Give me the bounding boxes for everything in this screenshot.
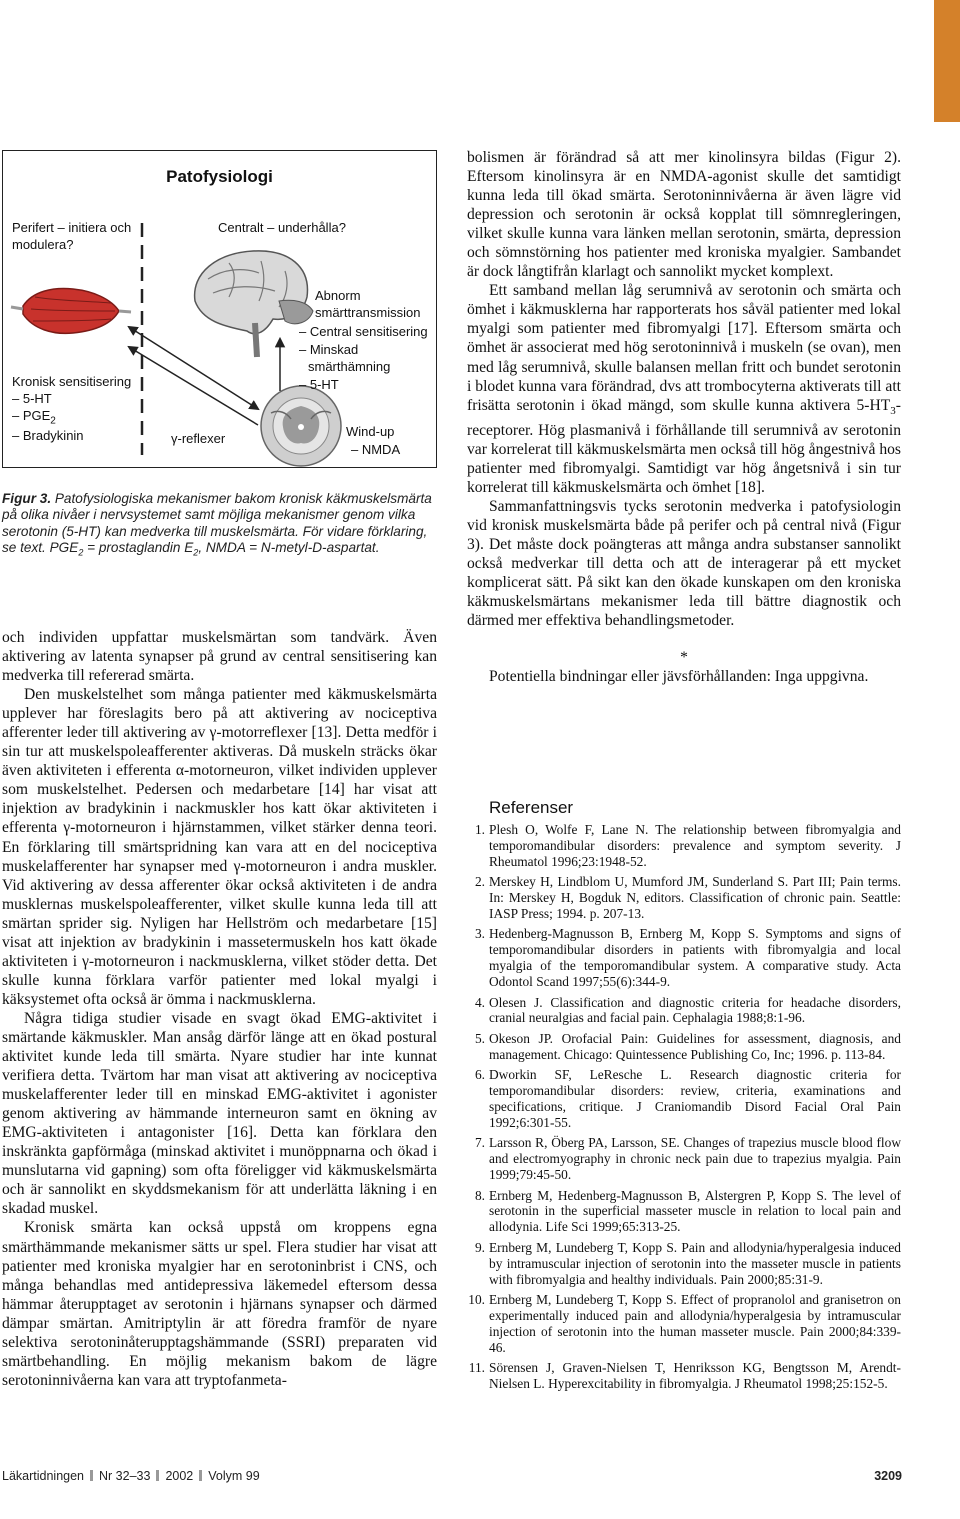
- central-list-item: smärthämning: [308, 359, 391, 374]
- central-list-item: – 5-HT: [299, 377, 339, 392]
- reference-item: [467, 926, 901, 990]
- peripheral-list-item: – $PGE_2$: [12, 408, 56, 427]
- reference-text: Okeson JP. Orofacial Pain: Guidelines for assessment, diagnosis, and management. Chicago: Quintessence Publishing Co, Inc; 1996. p. 113-84.: [489, 1030, 901, 1062]
- reference-text: Merskey H, Lindblom U, Mumford JM, Sunderland S. Part III; Pain terms. In: Merskey H, Bogduk N, editors. Classification of chronic pain. Seattle: IASP Press; 1994. p. 207-13.: [489, 874, 901, 922]
- nmda-label: – NMDA: [351, 442, 401, 457]
- central-list-item: Abnorm: [315, 288, 361, 303]
- periphery-label-2: modulera?: [12, 237, 74, 252]
- paragraph: Sammanfattningsvis tycks serotonin medverka i patofysiologin vid kronisk muskelsmärta både på perifer och på central nivå (Figur 3). Det måste dock poängteras att många andra substanser sannolikt också medverkar till detta och att de interagerar på ett mycket komplicerat sätt. På sikt kan den ökade kunskapen om den kroniska käkmuskelsmärtans mekanismer leda till bättre diagnostik och därmed mer effektiva behandlingsmetoder.: [467, 497, 901, 630]
- reference-text: Hedenberg-Magnusson B, Ernberg M, Kopp S. Symptoms and signs of temporomandibular disorders in patients with fibromyalgia and local myalgia of the temporomandibular system. A comparative study. Acta Odontol Scand 1997;55(6):344-9.: [489, 926, 901, 990]
- afferent-arrow: [129, 327, 258, 409]
- paragraph: Ett samband mellan låg serumnivå av serotonin och smärta och ömhet i käkmusklerna har rapporterats hos såväl patienter med lokal myalgi som patienter med fibromyalgi [17]. Eftersom smärta och ömhet är associerat med hög serotoninnivå i muskeln (se ovan), men med låg serumnivå, skulle balansen mellan fritt och bundet serotonin i blodet kunna vara förändrad, dvs att trombocyterna aktiverats till att frisätta serotonin i ökad mängd, som skulle kunna aktivera $5-HT_3$-receptorer. Hög plasmanivå i förhållande till serumnivå av serotonin var korrelerat till käkmuskelsmärta men också till hög ångestnivå hos patienter med fibromyalgi. Samtidigt var hög ångetsnivå i sin tur korrelerat till käkmuskelsmärta och ömhet [18].: [467, 282, 901, 496]
- conflict-statement: Potentiella bindningar eller jävsförhållanden: Inga uppgivna.: [489, 668, 869, 686]
- reference-text: Sörensen J, Graven-Nielsen T, Henriksson KG, Bengtsson M, Arendt-Nielsen L. Hyperexcitability in fibromyalgia. J Rheumatol 1998;25:152-5.: [489, 1360, 901, 1391]
- reference-text: Ernberg M, Lundeberg T, Kopp S. Effect of propranolol and granisetron on experimentally induced pain and allodynia/hyperalgesia by intramuscular injection of serotonin into the human masseter muscle. Pain 2000;84:339-46.: [489, 1291, 901, 1355]
- section-separator: *: [680, 649, 688, 667]
- reference-list: [467, 822, 901, 1396]
- paragraph: Kronisk smärta kan också uppstå om kroppens egna smärthämmande mekanismer sätts ur spel. Flera studier har visat att patienter med kroniska myalgier har en serotoninbrist i CNS, och många behandlas med antidepressiva läkemedel eftersom dessa hämmar återupptaget av serotonin i hjärnans synapser och därmed dämpar smärtan. Amitriptylin är att föredra framför de nyare selektiva serotoninåterupptagshämmande (SSRI) preparaten vid smärtbehandling. En möjlig mekanism bakom de lägre serotoninnivåerna kan vara att tryptofanmeta-: [2, 1219, 437, 1389]
- reference-item: [467, 874, 901, 922]
- reference-number: 3.: [474, 926, 485, 942]
- reference-number: 5.: [474, 1030, 485, 1046]
- central-list-item: – Minskad: [299, 342, 359, 357]
- reference-number: 6.: [474, 1067, 485, 1083]
- reference-number: 7.: [474, 1135, 485, 1151]
- reference-item: [467, 1240, 901, 1288]
- reference-number: 2.: [474, 874, 485, 890]
- reference-item: [467, 1188, 901, 1236]
- accent-bar: [934, 0, 960, 122]
- periphery-label: Perifert – initiera och: [12, 220, 132, 235]
- central-list-item: smärttransmission: [315, 305, 421, 320]
- reference-text: Dworkin SF, LeResche L. Research diagnostic criteria for temporomandibular disorders: review, criteria, examinations and specifications, critique. J Craniomandib Disord Facial Oral Pain 1992;6:301-55.: [489, 1067, 901, 1130]
- reference-item: [467, 995, 901, 1027]
- paragraph: Den muskelstelhet som många patienter med käkmuskelsmärta upplever har föreslagits bero på att aktivering av nociceptiva afferenter leder till aktivering av γ-motorreflexer [13]. Detta medför i sin tur att muskelspoleafferenter aktiveras. Då muskeln sträcks ökar även aktiviteten i efferenta α-motorneuron, vilket individen upplever som muskelstelhet. Pedersen och medarbetare [14] har visat att injektion av bradykinin i nackmuskler hos katt ökar aktiviteten i efferenta γ-motorneuron i hjärnstammen, vilket stärker denna teori. En förklaring till smärtspridning kan vara att en del nociceptiva muskelafferenter har synapser med γ-motorneuron i andra muskler. Vid aktivering av dessa afferenter ökar också aktiviteten i de andra musklernas muskelspoleafferenter, vilket skulle kunna leda till att smärtan sprider sig. Nyligen har Hellström och medarbetare [15] visat att injektion av bradykinin i massetermuskeln hos katt ökade aktiviteten i γ-motorneuron i nackmusklerna, vilket stöder detta. Det skulle kunna förklara varför patienter med lokal myalgi i käksystemet ofta också är ömma i nackmusklerna.: [2, 686, 437, 1008]
- reference-number: 8.: [474, 1187, 485, 1203]
- brain-icon: [195, 251, 313, 357]
- reference-number: 11.: [468, 1360, 485, 1376]
- reference-text: Plesh O, Wolfe F, Lane N. The relationship between fibromyalgia and temporomandibular disorders: prevalence and symptom severity. J Rheumatol 1996;23:1948-52.: [489, 822, 901, 869]
- left-column: [2, 628, 437, 1390]
- spinal-cord-icon: [261, 386, 341, 466]
- reference-number: 1.: [474, 822, 485, 837]
- reference-number: 10.: [468, 1291, 485, 1307]
- reference-item: [467, 822, 901, 870]
- figure-caption: Figur 3. Patofysiologiska mekanismer bakom kronisk käkmuskelsmärta på olika nivåer i nervsystemet samt möjliga mekanismer genom vilka serotonin (5-HT) kan medverka till muskelsmärta. För vidare förklaring, se text. $PGE_2$ = prostaglandin $E_2$, NMDA = N-metyl-D-aspartat.: [2, 491, 432, 558]
- page-number: 3209: [874, 1469, 902, 1483]
- reference-text: Ernberg M, Lundeberg T, Kopp S. Pain and allodynia/hyperalgesia induced by intramuscular injection of serotonin into the masseter muscle in patients with fibromyalgia and healthy individuals. Pain 2000;85:31-9.: [489, 1239, 901, 1287]
- peripheral-list-item: – 5-HT: [12, 391, 52, 406]
- central-list-item: – Central sensitisering: [299, 324, 428, 339]
- footer-journal-info: Läkartidningen Nr 32–33 2002 Volym 99: [2, 1469, 260, 1483]
- paragraph: och individen uppfattar muskelsmärtan som tandvärk. Även aktivering av latenta synapser på grund av central sensitisering kan medverka till refererad smärta.: [2, 629, 437, 685]
- reference-item: [467, 1067, 901, 1131]
- peripheral-list-item: Kronisk sensitisering: [12, 374, 132, 389]
- reference-number: 9.: [474, 1239, 485, 1255]
- figure-title: Patofysiologi: [166, 167, 273, 186]
- figure-3: [2, 150, 437, 468]
- reference-text: Olesen J. Classification and diagnostic criteria for headache disorders, cranial neuralgias and facial pain. Cephalagia 1988;8:1-96.: [489, 994, 901, 1026]
- peripheral-list-item: – Bradykinin: [12, 428, 84, 443]
- reference-text: Larsson R, Öberg PA, Larsson, SE. Changes of trapezius muscle blood flow and electromyography in chronic neck pain due to trapezius myalgia. Pain 1999;79:45-50.: [489, 1135, 901, 1183]
- paragraph: bolismen är förändrad så att mer kinolinsyra bildas (Figur 2). Eftersom kinolinsyra är en NMDA-agonist skulle det samtidigt kunna leda till ökad smärta. Serotoninnivåerna är även lägre vid depression och serotonin är också kopplat till sömnregleringen, vilket skulle kunna vara länken mellan serotonin, smärta, depression och sömnstörning hos patienter med kroniska myalgier. Sambandet är dock långtifrån klarlagt och sannolikt mycket komplext.: [467, 149, 901, 281]
- muscle-icon: [11, 289, 131, 334]
- reference-item: [467, 1360, 901, 1392]
- reference-item: [467, 1031, 901, 1063]
- gamma-reflex-label: γ-reflexer: [171, 431, 226, 446]
- central-label: Centralt – underhålla?: [218, 220, 346, 235]
- references-heading: Referenser: [489, 798, 574, 817]
- paragraph: Några tidiga studier visade en svagt ökad EMG-aktivitet i smärtande käkmuskler. Man ansåg därför länge att en ökad postural aktivitet kunde leda till smärta. Nyare studier har inte kunnat verifiera detta. Tvärtom har man visat att aktivering av nociceptiva muskelafferenter leder till en minskad EMG-aktivitet i agonister genom aktivering av hämmande interneuron samt en ökning av EMG-aktiviteten i antagonister [16]. Detta kan förklara den inskränkta gapförmåga (minskad aktivitet i munöppnarna och ökad i munslutarna vid gapning) som ofta föreligger vid käkmuskelsmärta och är sannolikt en skyddsmekanism för att underlätta läkning i en skadad muskel.: [2, 1009, 437, 1218]
- reference-text: Ernberg M, Hedenberg-Magnusson B, Alstergren P, Kopp S. The level of serotonin in the superficial masseter muscle in relation to local pain and allodynia. Life Sci 1999;65:313-25.: [489, 1187, 901, 1235]
- reference-number: 4.: [474, 994, 485, 1010]
- reference-item: [467, 1292, 901, 1356]
- reference-item: [467, 1135, 901, 1183]
- efferent-arrow: [129, 347, 258, 425]
- right-column: [467, 148, 901, 686]
- windup-label: Wind-up: [346, 424, 395, 439]
